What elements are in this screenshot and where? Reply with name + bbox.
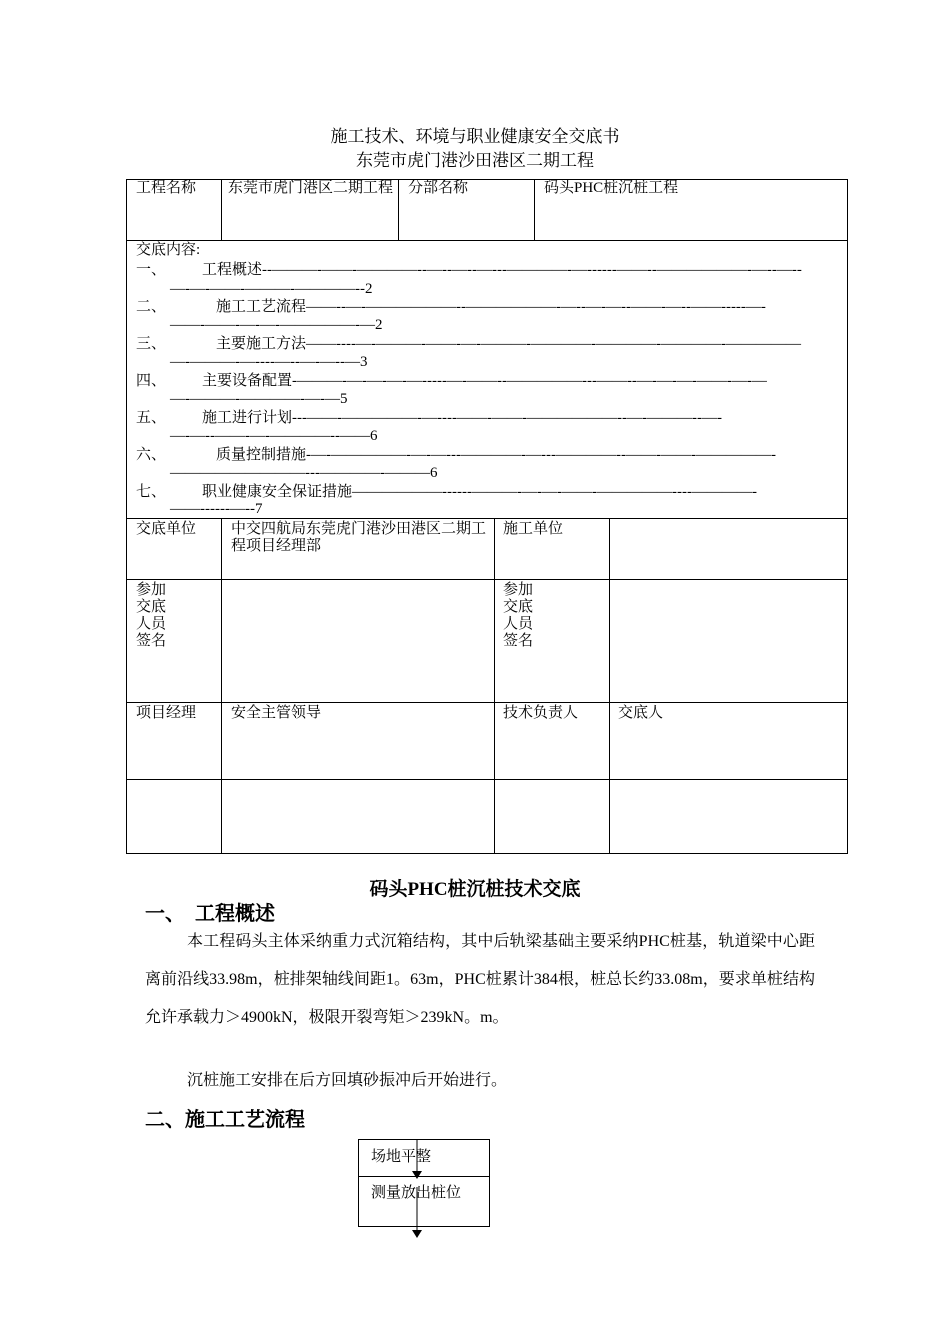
toc-page: 6 <box>429 465 438 481</box>
pm-label: 项目经理 <box>136 705 197 721</box>
discloser-label: 交底人 <box>618 705 664 721</box>
section-2-heading: 二、施工工艺流程 <box>145 1107 305 1131</box>
toc-leader: —————————---————-——— <box>170 465 430 481</box>
toc-leader: ——————------———-—-—-——-—————----————- <box>352 484 757 500</box>
toc-leader: ——--—-——————--——————-—--—-—--——-—--——-----—- <box>306 299 766 315</box>
issuer-label: 交底单位 <box>136 521 197 537</box>
toc-item <box>136 372 841 391</box>
toc-item <box>136 335 841 354</box>
toc-leader: —-—--——-—-————--—— <box>170 428 370 444</box>
toc-item-cont <box>170 280 372 299</box>
section-1-paragraph-2: 沉桩施工安排在后方回填砂振冲后开始进行。 <box>187 1072 508 1089</box>
toc-number: 三、 <box>136 336 167 352</box>
toc-item-cont <box>170 353 367 372</box>
doc-title: 施工技术、环境与职业健康安全交底书 <box>330 127 620 146</box>
toc-page: 6 <box>369 428 378 444</box>
constructor-label: 施工单位 <box>503 521 564 537</box>
toc-number: 七、 <box>136 484 167 500</box>
toc-item-cont <box>170 316 382 335</box>
section-1-heading: 一、 工程概述 <box>145 901 275 925</box>
toc-item-cont <box>170 390 347 409</box>
participants-label-right: 参加交底人员签名 <box>503 582 534 649</box>
section-1-paragraph: 本工程码头主体采纳重力式沉箱结构，其中后轨梁基础主要采纳PHC桩基，轨道梁中心距离前沿线33.98m，桩排架轴线间距1。63m，PHC桩累计384根，桩总长约33.08m，要求单桩结构允许承载力＞4900kN，极限开裂弯矩＞239kN。m。 <box>145 933 815 1026</box>
toc-number: 六、 <box>136 447 167 463</box>
issuer-value: 中交四航局东莞虎门港沙田港区二期工程项目经理部 <box>231 521 487 554</box>
toc-leader: ——------—-- <box>170 501 255 517</box>
main-heading: 码头PHC桩沉桩技术交底 <box>369 879 581 900</box>
toc-item-cont <box>170 427 377 446</box>
toc-leader: -———-—-—-—-—-----—-——--—————---——--—-—-—-——-—-— <box>292 373 767 389</box>
project-name-label: 工程名称 <box>136 180 197 196</box>
toc-leader: —-———-—----—--—-—--— <box>170 354 360 370</box>
toc-page: 2 <box>374 317 383 333</box>
toc-leader: --———-——-————--—--—--—---————-—------——--——————-—--—-- <box>262 262 802 278</box>
toc-page: 5 <box>339 391 348 407</box>
toc-number: 一、 <box>136 262 167 278</box>
toc-leader: ——-——-—-—-—————-— <box>170 317 375 333</box>
toc-page: 2 <box>364 281 373 297</box>
flow-step-label: 场地平整 <box>371 1149 432 1165</box>
toc-page: 3 <box>359 354 368 370</box>
toc-number: 四、 <box>136 373 167 389</box>
toc-leader: -—-—————-—-—---————-—---————--——-——-—————- <box>306 447 776 463</box>
subproject-label: 分部名称 <box>408 180 469 196</box>
content-label: 交底内容: <box>136 242 201 258</box>
tech-label: 技术负责人 <box>503 705 579 721</box>
toc-title: 主要设备配置 <box>202 373 293 389</box>
toc-title: 施工进行计划 <box>202 410 293 426</box>
toc-number: 二、 <box>136 299 167 315</box>
toc-title: 主要施工方法 <box>216 336 307 352</box>
toc-page: 7 <box>254 501 263 517</box>
toc-title: 施工工艺流程 <box>216 299 307 315</box>
toc-item-cont <box>170 464 437 483</box>
toc-title: 工程概述 <box>202 262 263 278</box>
toc-title: 质量控制措施 <box>216 447 307 463</box>
toc-number: 五、 <box>136 410 167 426</box>
doc-subtitle: 东莞市虎门港沙田港区二期工程 <box>356 151 594 170</box>
project-name-value: 东莞市虎门港区二期工程 <box>228 180 394 196</box>
toc-leader: ---——-—————-—----——-——-——————--—-———--—- <box>292 410 722 426</box>
toc-leader: —-—-——-———-————-- <box>170 281 365 297</box>
toc-item-cont <box>170 500 262 519</box>
toc-item <box>136 446 841 465</box>
toc-item <box>136 298 841 317</box>
safety-label: 安全主管领导 <box>231 705 322 721</box>
toc-item <box>136 261 841 280</box>
toc-title: 职业健康安全保证措施 <box>202 484 353 500</box>
participants-label-left: 参加交底人员签名 <box>136 582 167 649</box>
toc-leader: ——----—-———-——-—-———-————-————-————-————— <box>306 336 801 352</box>
toc-item <box>136 409 841 428</box>
flow-arrow-icon <box>405 1139 429 1241</box>
toc-leader: —-———-————-—-— <box>170 391 340 407</box>
flow-step-label: 测量放出桩位 <box>371 1185 462 1201</box>
subproject-value: 码头PHC桩沉桩工程 <box>544 180 679 196</box>
